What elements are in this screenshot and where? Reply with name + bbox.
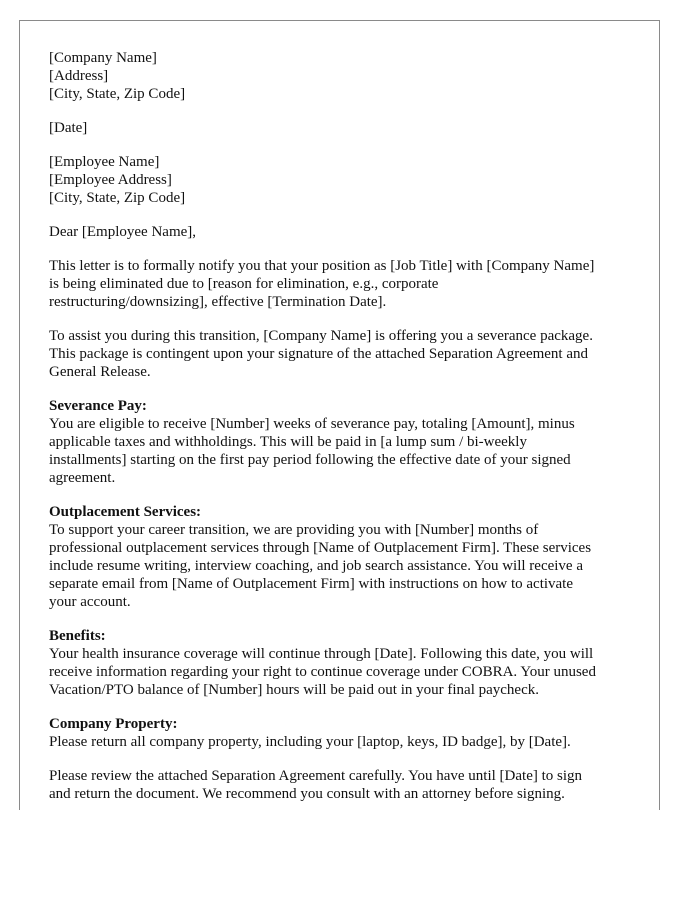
recipient-city: [City, State, Zip Code] bbox=[49, 190, 186, 206]
transition-line: General Release. bbox=[49, 364, 151, 380]
closing-line: and return the document. We recommend you consult with an attorney before signing. bbox=[49, 786, 565, 802]
section-line: your account. bbox=[49, 594, 131, 610]
greeting: Dear [Employee Name], bbox=[49, 224, 197, 240]
section-line: professional outplacement services through [Name of Outplacement Firm]. These services bbox=[49, 540, 592, 556]
company-property-section bbox=[49, 715, 639, 751]
letter-page bbox=[19, 20, 660, 810]
recipient-name: [Employee Name] bbox=[49, 154, 160, 170]
transition-line: To assist you during this transition, [Company Name] is offering you a severance package. bbox=[49, 328, 593, 344]
section-line: applicable taxes and withholdings. This will be paid in [a lump sum / bi-weekly bbox=[49, 434, 527, 450]
section-line: installments] starting on the first pay period following the effective date of your signed bbox=[49, 452, 571, 468]
section-line: receive information regarding your right to continue coverage under COBRA. Your unused bbox=[49, 664, 596, 680]
section-heading: Benefits: bbox=[49, 628, 106, 644]
intro-line: restructuring/downsizing], effective [Termination Date]. bbox=[49, 294, 387, 310]
section-line: Your health insurance coverage will continue through [Date]. Following this date, you will bbox=[49, 646, 594, 662]
intro-line: This letter is to formally notify you that your position as [Job Title] with [Company Name] bbox=[49, 258, 595, 274]
sender-company: [Company Name] bbox=[49, 50, 157, 66]
letter-body bbox=[49, 49, 639, 810]
section-line: Please return all company property, including your [laptop, keys, ID badge], by [Date]. bbox=[49, 734, 571, 750]
letter-date: [Date] bbox=[49, 120, 88, 136]
transition-line: This package is contingent upon your signature of the attached Separation Agreement and bbox=[49, 346, 588, 362]
sender-city: [City, State, Zip Code] bbox=[49, 86, 186, 102]
intro-line: is being eliminated due to [reason for elimination, e.g., corporate bbox=[49, 276, 439, 292]
recipient-block bbox=[49, 153, 639, 207]
greeting-block bbox=[49, 223, 639, 241]
section-line: To support your career transition, we are providing you with [Number] months of bbox=[49, 522, 539, 538]
section-heading: Severance Pay: bbox=[49, 398, 147, 414]
benefits-section bbox=[49, 627, 639, 699]
section-line: Vacation/PTO balance of [Number] hours will be paid out in your final paycheck. bbox=[49, 682, 539, 698]
outplacement-section bbox=[49, 503, 639, 611]
section-heading: Outplacement Services: bbox=[49, 504, 202, 520]
section-heading: Company Property: bbox=[49, 716, 178, 732]
section-line: include resume writing, interview coaching, and job search assistance. You will receive a bbox=[49, 558, 584, 574]
closing-paragraph bbox=[49, 767, 639, 803]
sender-block bbox=[49, 49, 639, 103]
closing-line: Please review the attached Separation Agreement carefully. You have until [Date] to sign bbox=[49, 768, 583, 784]
section-line: separate email from [Name of Outplacement Firm] with instructions on how to activate bbox=[49, 576, 574, 592]
sender-address: [Address] bbox=[49, 68, 109, 84]
severance-pay-section bbox=[49, 397, 639, 487]
date-block bbox=[49, 119, 639, 137]
recipient-address: [Employee Address] bbox=[49, 172, 172, 188]
section-line: You are eligible to receive [Number] weeks of severance pay, totaling [Amount], minus bbox=[49, 416, 575, 432]
transition-paragraph bbox=[49, 327, 639, 381]
intro-paragraph bbox=[49, 257, 639, 311]
section-line: agreement. bbox=[49, 470, 116, 486]
